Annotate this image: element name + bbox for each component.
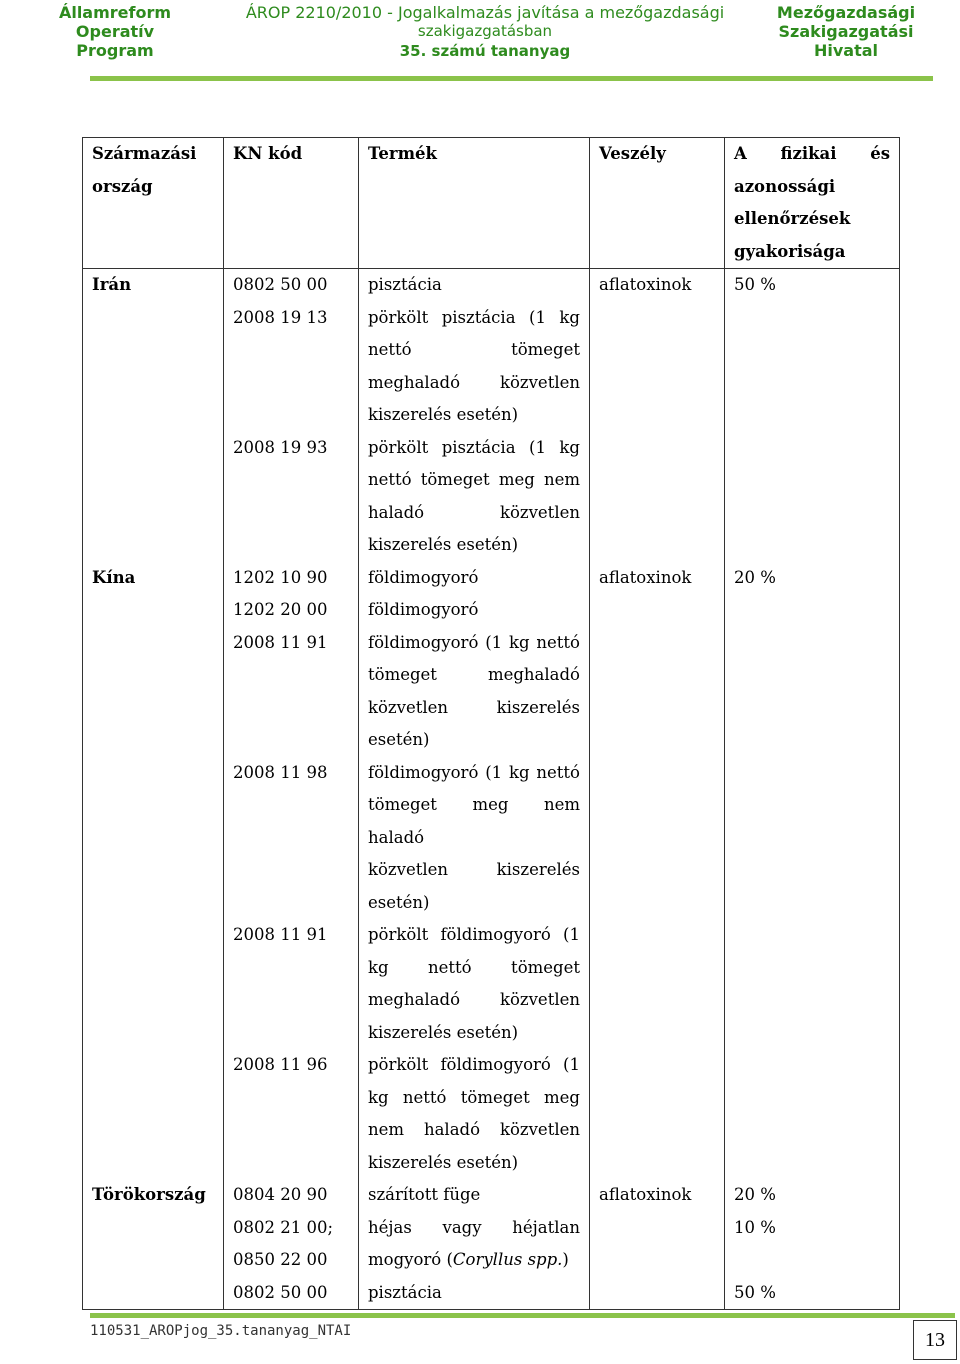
cell-product: [359, 1212, 590, 1277]
cell-product: [359, 302, 590, 432]
header-title-line1: ÁROP 2210/2010 - Jogalkalmazás javítása a mezőgazdasági: [245, 3, 725, 22]
table-row: [83, 269, 900, 302]
footer-doc-id: 110531_AROPjog_35.tananyag_NTAI: [90, 1323, 352, 1339]
product-latin-name: Coryllus spp.: [452, 1250, 563, 1269]
product-text: ): [562, 1250, 569, 1269]
table-row: [83, 1179, 900, 1212]
cell-kn-code: 2008 11 91: [224, 919, 359, 1049]
product-line: meghaladó közvetlen: [368, 372, 580, 392]
product-line: kiszerelés esetén): [368, 535, 519, 554]
page-header: [0, 0, 960, 82]
cell-product: [359, 757, 590, 920]
header-right-org: [760, 3, 932, 60]
product-line: földimogyoró (1 kg nettó: [368, 632, 580, 652]
cell-frequency: 50 %: [725, 269, 900, 562]
product-line: pörkölt földimogyoró (1: [368, 1055, 580, 1074]
cell-product: [359, 432, 590, 562]
product-line: esetén): [368, 730, 430, 749]
product-line: pörkölt pisztácia (1 kg: [368, 437, 580, 457]
product-text: mogyoró (: [368, 1250, 453, 1269]
col-header-frequency: A fizikai és azonossági ellenőrzések gyakorisága: [725, 138, 900, 269]
product-line: haladó közvetlen: [368, 502, 580, 522]
table-row: [83, 562, 900, 595]
cell-kn-code: 0802 50 00: [224, 1277, 359, 1310]
cell-kn-code: 0802 50 00: [224, 269, 359, 302]
cell-kn-code: 2008 11 96: [224, 1049, 359, 1179]
cell-product: pisztácia: [359, 269, 590, 302]
header-left-line: Program: [76, 41, 154, 60]
product-line: kg nettó tömeget meg: [368, 1087, 580, 1107]
col-header-country: Származási ország: [83, 138, 224, 269]
cell-product: szárított füge: [359, 1179, 590, 1212]
cell-product: földimogyoró: [359, 594, 590, 627]
cell-country: Törökország: [83, 1179, 224, 1310]
product-line: pörkölt pisztácia (1 kg: [368, 307, 580, 327]
code-line: 0850 22 00: [233, 1250, 328, 1269]
product-line: tömeget meghaladó: [368, 665, 580, 684]
cell-product: [359, 1049, 590, 1179]
cell-kn-code: 2008 19 93: [224, 432, 359, 562]
product-line: kg nettó tömeget: [368, 957, 580, 977]
cell-kn-code: 1202 10 90: [224, 562, 359, 595]
product-line: esetén): [368, 892, 430, 912]
cell-kn-code: 2008 11 91: [224, 627, 359, 757]
page-number: [913, 1320, 957, 1360]
header-title: [225, 3, 745, 61]
cell-frequency: 10 %: [725, 1212, 900, 1277]
product-line: kiszerelés esetén): [368, 405, 519, 424]
product-line: meghaladó közvetlen: [368, 990, 580, 1009]
table-header-row: [83, 138, 900, 269]
product-line: kiszerelés esetén): [368, 1022, 519, 1042]
cell-kn-code: 2008 11 98: [224, 757, 359, 920]
cell-product: földimogyoró: [359, 562, 590, 595]
header-course-number: 35. számú tananyag: [399, 42, 571, 60]
footer-divider: [90, 1313, 955, 1318]
col-header-kn-code: KN kód: [224, 138, 359, 269]
header-right-line: Mezőgazdasági: [776, 3, 916, 22]
header-right-line: Szakigazgatási: [778, 22, 914, 41]
product-line: nettó tömeget: [368, 340, 580, 359]
product-line: pörkölt földimogyoró (1: [368, 925, 580, 944]
header-left-line: Operatív: [75, 22, 155, 41]
cell-kn-code: 1202 20 00: [224, 594, 359, 627]
header-left-line: Államreform: [58, 3, 172, 22]
col-header-hazard: Veszély: [590, 138, 725, 269]
cell-country: Irán: [83, 269, 224, 562]
cell-frequency: 50 %: [725, 1277, 900, 1310]
cell-hazard: aflatoxinok: [590, 269, 725, 562]
product-line: nem haladó közvetlen: [368, 1120, 580, 1139]
cell-kn-code: 2008 19 13: [224, 302, 359, 432]
cell-country: Kína: [83, 562, 224, 1180]
col-header-product: Termék: [359, 138, 590, 269]
cell-product: pisztácia: [359, 1277, 590, 1310]
cell-hazard: aflatoxinok: [590, 1179, 725, 1310]
cell-product: [359, 627, 590, 757]
product-line: közvetlen kiszerelés: [368, 697, 580, 717]
product-line: nettó tömeget meg nem: [368, 470, 580, 489]
header-right-line: Hivatal: [813, 41, 879, 60]
cell-kn-code: 0804 20 90: [224, 1179, 359, 1212]
product-line: kiszerelés esetén): [368, 1152, 519, 1172]
product-line: [368, 1244, 580, 1277]
product-line: közvetlen kiszerelés: [368, 860, 580, 879]
page-number-text: 13: [925, 1329, 945, 1351]
cell-hazard: aflatoxinok: [590, 562, 725, 1180]
cell-frequency: 20 %: [725, 1179, 900, 1212]
product-line: földimogyoró (1 kg nettó: [368, 762, 580, 782]
cell-frequency: 20 %: [725, 562, 900, 1180]
cell-kn-code: [224, 1212, 359, 1277]
inspection-table: [82, 137, 900, 1310]
header-left-org: [40, 3, 190, 60]
product-line: héjas vagy héjatlan: [368, 1217, 580, 1237]
code-line: 0802 21 00;: [233, 1217, 334, 1237]
header-title-line2: szakigazgatásban: [417, 22, 553, 40]
header-divider: [90, 76, 933, 81]
cell-product: [359, 919, 590, 1049]
product-line: tömeget meg nem haladó: [368, 795, 580, 847]
